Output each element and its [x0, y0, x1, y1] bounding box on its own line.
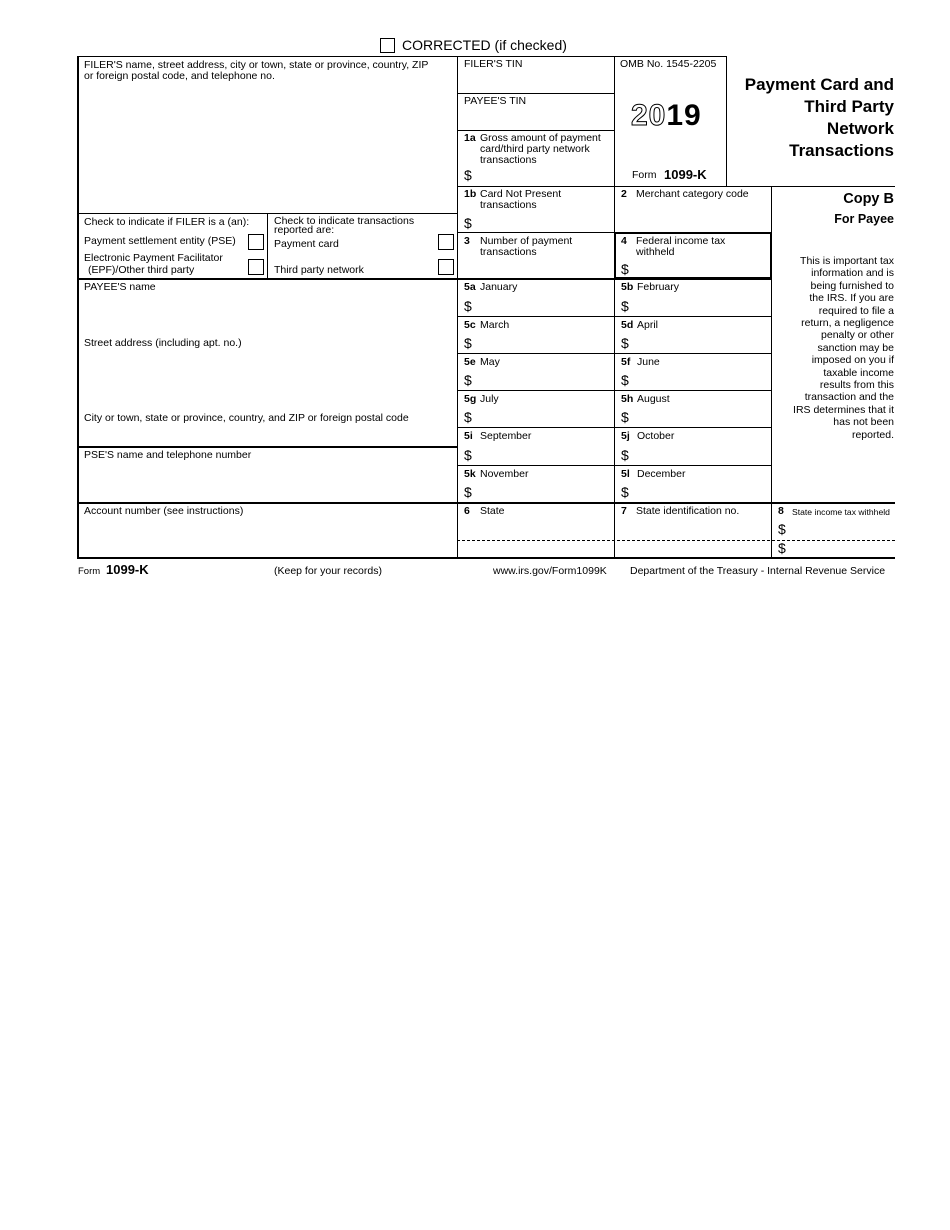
month-label: February [637, 281, 680, 293]
payee-tin-label: PAYEE'S TIN [464, 95, 527, 107]
footer-dept: Department of the Treasury - Internal Revenue Service [630, 565, 886, 577]
month-dollar: $ [621, 447, 629, 463]
third-party-label: Third party network [274, 264, 364, 276]
month-dollar: $ [621, 409, 629, 425]
box-7-label: State identification no. [636, 505, 740, 517]
title-line: Third Party [804, 97, 894, 116]
month-label: October [637, 430, 675, 442]
form-prefix: Form [632, 169, 657, 181]
box-7-number: 7 [621, 505, 627, 517]
month-number: 5h [621, 393, 634, 405]
form-title [745, 74, 894, 162]
filer-tin-label: FILER'S TIN [464, 58, 523, 70]
notice-line: has not been [833, 416, 894, 429]
pse-name-label: PSE'S name and telephone number [84, 449, 252, 461]
epf-checkbox[interactable] [248, 259, 264, 275]
box-1a-dollar: $ [464, 167, 472, 183]
notice-line: penalty or other [821, 329, 894, 342]
frame-top [77, 56, 727, 57]
box-1a-label: Gross amount of payment [480, 132, 601, 144]
box-1b-dollar: $ [464, 215, 472, 231]
month-number: 5i [464, 430, 473, 442]
box-4-number: 4 [621, 235, 627, 247]
notice-line: required to file a [818, 304, 894, 317]
hline-row5k [457, 465, 771, 466]
footer-keep: (Keep for your records) [274, 565, 382, 577]
notice-line: taxable income [823, 366, 894, 379]
box-1a-label-3: transactions [480, 154, 537, 166]
footer-form-prefix: Form [78, 566, 101, 577]
pse-checkbox[interactable] [248, 234, 264, 250]
hline-row5c [457, 316, 771, 317]
box-4-dollar: $ [621, 261, 629, 277]
month-number: 5k [464, 468, 476, 480]
month-label: September [480, 430, 532, 442]
month-dollar: $ [621, 372, 629, 388]
copy-b-label: Copy B [843, 191, 894, 207]
filer-type-heading: Check to indicate if FILER is a (an): [84, 216, 250, 228]
vline-col3 [614, 56, 615, 558]
box-1a-label-2: card/third party network [480, 143, 590, 155]
epf-label-2: (EPF)/Other third party [88, 264, 195, 276]
form-number: 1099-K [664, 167, 707, 182]
hline-payee-name [77, 278, 457, 280]
hline-row5e [457, 353, 771, 354]
month-number: 5c [464, 319, 476, 331]
box-1a-number: 1a [464, 132, 476, 144]
notice-line: being furnished to [810, 279, 894, 292]
title-line: Transactions [789, 141, 894, 160]
box-2-label: Merchant category code [636, 188, 749, 200]
hline-1a [457, 130, 614, 131]
month-number: 5f [621, 356, 631, 368]
month-number: 5j [621, 430, 630, 442]
box-6-label: State [480, 505, 505, 517]
month-label: March [480, 319, 510, 331]
hline-1b [457, 186, 895, 187]
for-payee-label: For Payee [834, 212, 894, 226]
month-dollar: $ [464, 484, 472, 500]
tax-year [631, 101, 702, 131]
box-8-dollar-2: $ [778, 540, 786, 556]
box-3-number: 3 [464, 235, 470, 247]
hline-row5g [457, 390, 771, 391]
footer-url: www.irs.gov/Form1099K [493, 565, 607, 577]
hline-filer-check [77, 213, 457, 214]
hline-payee-tin [457, 93, 614, 94]
month-number: 5b [621, 281, 634, 293]
notice-line: reported. [851, 428, 894, 441]
month-number: 5a [464, 281, 476, 293]
box-3-label-2: transactions [480, 246, 537, 258]
box-4-label: Federal income tax [636, 235, 726, 247]
month-dollar: $ [621, 484, 629, 500]
hline-account [77, 502, 895, 504]
box-2-number: 2 [621, 188, 627, 200]
month-label: August [637, 393, 670, 405]
title-line: Network [826, 119, 894, 138]
city-label: City or town, state or province, country, and ZIP or foreign postal code [84, 412, 409, 424]
footer-form-number: 1099-K [106, 562, 149, 577]
month-dollar: $ [464, 335, 472, 351]
omb-number: OMB No. 1545-2205 [620, 58, 717, 70]
notice-line: IRS determines that it [793, 403, 894, 416]
epf-label: Electronic Payment Facilitator [84, 252, 223, 264]
month-number: 5g [464, 393, 477, 405]
box-8-dollar-1: $ [778, 521, 786, 537]
vline-col4-top [726, 56, 727, 186]
month-dollar: $ [464, 298, 472, 314]
notice-text [793, 255, 894, 441]
street-address-label: Street address (including apt. no.) [84, 337, 242, 349]
payee-name-label: PAYEE'S name [84, 281, 156, 293]
corrected-checkbox[interactable] [380, 38, 395, 53]
filer-info-label: FILER'S name, street address, city or town, state or province, country, ZIP [84, 59, 429, 71]
month-number: 5d [621, 319, 634, 331]
third-party-checkbox[interactable] [438, 259, 454, 275]
month-label: December [637, 468, 686, 480]
vline-filer-type [267, 214, 268, 278]
hline-pse [77, 446, 457, 448]
month-label: July [480, 393, 499, 405]
filer-info-label-2: or foreign postal code, and telephone no. [84, 70, 275, 82]
month-number: 5l [621, 468, 630, 480]
month-dollar: $ [621, 335, 629, 351]
box-1b-label: Card Not Present [480, 188, 562, 200]
notice-line: transaction and the [804, 391, 894, 404]
notice-line: sanction may be [817, 341, 894, 354]
notice-line: results from this [819, 379, 894, 392]
month-dollar: $ [464, 372, 472, 388]
box-1b-number: 1b [464, 188, 477, 200]
payment-card-label: Payment card [274, 238, 339, 250]
month-label: June [637, 356, 660, 368]
month-number: 5e [464, 356, 476, 368]
month-dollar: $ [464, 447, 472, 463]
frame-bottom [77, 557, 895, 559]
box-8-label: State income tax withheld [792, 507, 890, 517]
payment-card-checkbox[interactable] [438, 234, 454, 250]
box-6-number: 6 [464, 505, 470, 517]
notice-line: imposed on you if [811, 354, 894, 367]
box-1b-label-2: transactions [480, 199, 537, 211]
month-dollar: $ [464, 409, 472, 425]
month-label: April [637, 319, 659, 331]
month-label: May [480, 356, 500, 368]
frame-left [77, 56, 79, 559]
state-dash-line [457, 540, 895, 541]
notice-line: the IRS. If you are [809, 292, 894, 305]
box-3-label: Number of payment [480, 235, 573, 247]
title-line: Payment Card and [744, 75, 894, 94]
pse-label: Payment settlement entity (PSE) [84, 235, 236, 247]
account-number-label: Account number (see instructions) [84, 505, 244, 517]
corrected-label: CORRECTED (if checked) [402, 37, 567, 53]
hline-row5i [457, 427, 771, 428]
box-8-number: 8 [778, 505, 784, 517]
month-dollar: $ [621, 298, 629, 314]
notice-line: return, a negligence [801, 317, 894, 330]
box-4-label-2: withheld [636, 246, 675, 258]
txn-heading-2: reported are: [274, 224, 335, 236]
vline-col2 [457, 56, 458, 558]
tax-year-outline: 20 [631, 99, 667, 132]
notice-line: information and is [811, 267, 894, 280]
notice-line: This is important tax [800, 255, 894, 267]
hline-row3 [457, 232, 614, 233]
month-label: November [480, 468, 529, 480]
tax-year-solid: 19 [666, 99, 702, 132]
txn-heading: Check to indicate transactions [274, 215, 415, 227]
month-label: January [480, 281, 518, 293]
